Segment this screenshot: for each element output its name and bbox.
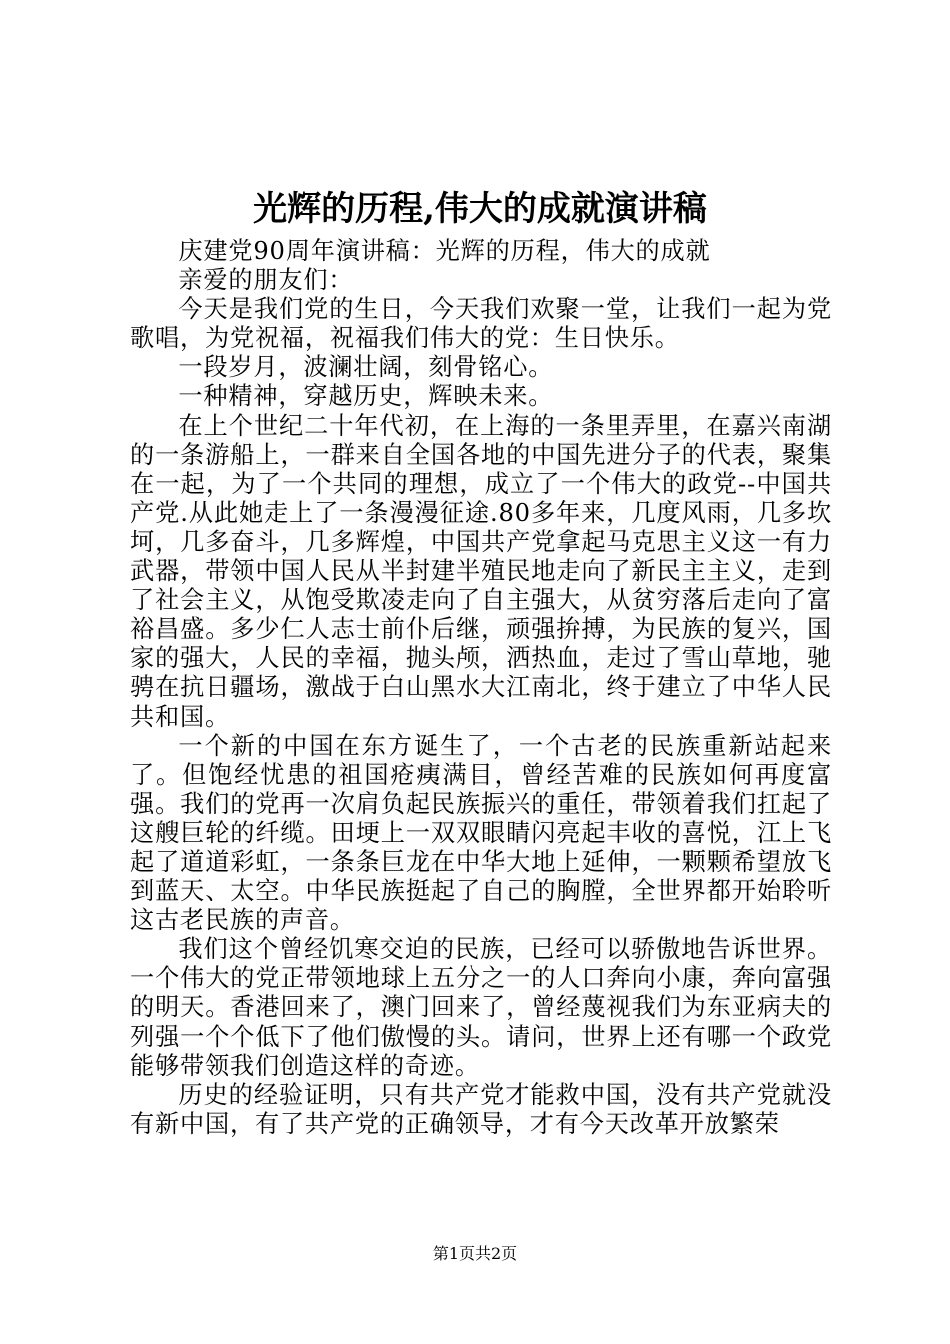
page-number-current: 第1页: [432, 1244, 475, 1263]
paragraph-salutation: 亲爱的朋友们：: [178, 266, 354, 295]
paragraph-subtitle: 庆建党90周年演讲稿：光辉的历程，伟大的成就: [178, 237, 711, 265]
paragraph: 一种精神，穿越历史，辉映未来。: [178, 382, 554, 411]
paragraph: 一段岁月，波澜壮阔，刻骨铭心。: [178, 353, 554, 382]
paragraph: 我们这个曾经饥寒交迫的民族，已经可以骄傲地告诉世界。一个伟大的党正带领地球上五分之一的人口奔向小康，奔向富强的明天。香港回来了，澳门回来了，曾经蔑视我们为东亚病夫的列强一个个低下了他们傲慢的头。请问，世界上还有哪一个政党能够带领我们创造这样的奇迹。: [130, 935, 832, 1080]
page-number-total: 共2页: [475, 1244, 518, 1263]
paragraph: 在上个世纪二十年代初，在上海的一条里弄里，在嘉兴南湖的一条游船上，一群来自全国各地的中国先进分子的代表，聚集在一起，为了一个共同的理想，成立了一个伟大的政党--中国共产党.从此她走上了一条漫漫征途.80多年来，几度风雨，几多坎坷，几多奋斗，几多辉煌，中国共产党拿起马克思主义这一有力武器，带领中国人民从半封建半殖民地走向了新民主主义，走到了社会主义，从饱受欺凌走向了自主强大，从贫穷落后走向了富裕昌盛。多少仁人志士前仆后继，顽强拚搏，为民族的复兴，国家的强大，人民的幸福，抛头颅，洒热血，走过了雪山草地，驰骋在抗日疆场，激战于白山黑水大江南北，终于建立了中华人民共和国。: [130, 411, 832, 731]
document-body: [130, 237, 832, 1139]
paragraph: 今天是我们党的生日，今天我们欢聚一堂，让我们一起为党歌唱，为党祝福，祝福我们伟大的党：生日快乐。: [130, 295, 832, 353]
paragraph: 历史的经验证明，只有共产党才能救中国，没有共产党就没有新中国，有了共产党的正确领导，才有今天改革开放繁荣: [130, 1080, 832, 1138]
page-footer: [0, 1243, 950, 1265]
document-title: 光辉的历程,伟大的成就演讲稿: [253, 189, 707, 229]
paragraph: 一个新的中国在东方诞生了，一个古老的民族重新站起来了。但饱经忧患的祖国疮痍满目，曾经苦难的民族如何再度富强。我们的党再一次肩负起民族振兴的重任，带领着我们扛起了这艘巨轮的纤缆。田埂上一双双眼睛闪亮起丰收的喜悦，江上飞起了道道彩虹，一条条巨龙在中华大地上延伸，一颗颗希望放飞到蓝天、太空。中华民族挺起了自己的胸膛，全世界都开始聆听这古老民族的声音。: [130, 731, 832, 935]
